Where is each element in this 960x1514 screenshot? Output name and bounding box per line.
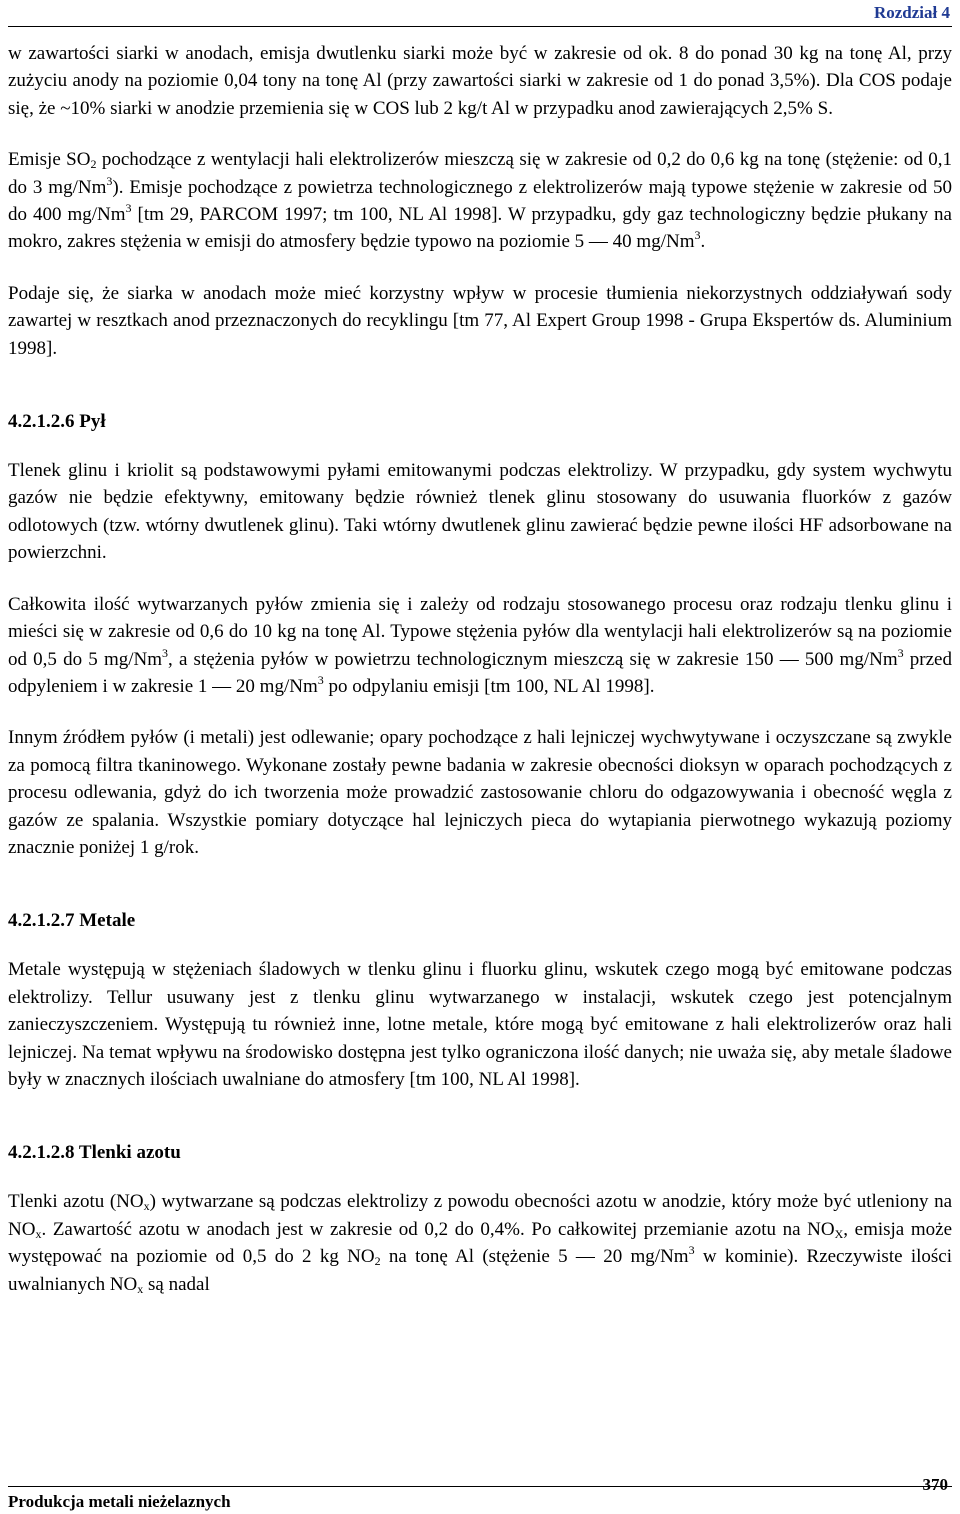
section-heading-dust: 4.2.1.2.6 Pył [8, 411, 106, 433]
paragraph-sulfur-benefit: Podaje się, że siarka w anodach może mieć korzystny wpływ w procesie tłumienia niekorzystnych oddziaływań sody zawartej w resztkach anod przeznaczonych do recyklingu [tm 77, Al Expert Group 1998 - Grupa Ekspertów ds. Aluminium 1998]. [8, 282, 952, 359]
text-run: Emisje SO [8, 149, 91, 171]
paragraph-nitrogen-oxides [8, 1188, 952, 1298]
page-footer [8, 1475, 952, 1511]
text-run: Tlenki azotu (NO [8, 1191, 144, 1213]
subscript: x [137, 1281, 144, 1296]
subscript: 2 [90, 157, 97, 172]
paragraph-sulfur-emission: w zawartości siarki w anodach, emisja dwutlenku siarki może być w zakresie od ok. 8 do ponad 30 kg na tonę Al, przy zużyciu anody na poziomie 0,04 tony na tonę Al (przy zawartości siarki w zakresie od 1 do ponad 3,5%). Dla COS podaje się, że ~10% siarki w anodzie przemienia się w COS lub 2 kg/t Al w przypadku anod zawierających 2,5% S. [8, 43, 952, 119]
document-body [8, 40, 952, 1322]
text-run: , emisja może występować na poziomie od 0,5 do 2 kg NO [8, 1218, 952, 1268]
paragraph-metals: Metale występują w stężeniach śladowych w tlenku glinu i fluorku glinu, wskutek czego mogą być emitowane podczas elektrolizy. Tellur usuwany jest z tlenku glinu wytwarzanego w instalacji, wskutek czego jest potencjalnym zanieczyszczeniem. Występują tu również inne, lotne metale, które mogą być emitowane z hali elektrolizerów oraz hali lejniczej. Na temat wpływu na środowisko dostępna jest tylko ograniczona ilość danych; nie uważa się, aby metale śladowe były w znacznych ilościach uwalniane do atmosfery [tm 100, NL Al 1998]. [8, 959, 952, 1090]
page-header [8, 0, 952, 27]
paragraph-dust-amount [8, 591, 952, 701]
text-run: pochodzące z wentylacji hali elektrolizerów mieszczą się w zakresie od 0,2 do 0,6 kg na tonę (stężenie: od 0,1 do 3 mg/Nm [8, 149, 952, 198]
superscript: 3 [162, 645, 169, 660]
paragraph-dust-types: Tlenek glinu i kriolit są podstawowymi pyłami emitowanymi podczas elektrolizy. W przypadku, gdy system wychwytu gazów nie będzie efektywny, emitowany będzie również tlenek glinu stosowany do usuwania fluorków z gazów odlotowych (tzw. wtórny dwutlenek glinu). Taki wtórny dwutlenek glinu zawierać będzie pewne ilości HF adsorbowane na powierzchni. [8, 460, 952, 564]
text-run: w kominie). Rzeczywiste ilości uwalnianych NO [8, 1246, 952, 1295]
text-run: Całkowita ilość wytwarzanych pyłów zmienia się i zależy od rodzaju stosowanego procesu oraz rodzaju tlenku glinu i mieści się w zakresie od 0,6 do 10 kg na tonę Al. Typowe stężenia pyłów dla wentylacji hali elektrolizerów są na poziomie od 0,5 do 5 mg/Nm [8, 593, 952, 670]
text-run: . Zawartość azotu w anodach jest w zakresie od 0,2 do 0,4%. Po całkowitej przemianie azotu na NO [41, 1218, 835, 1240]
paragraph-so2-emission [8, 146, 952, 256]
superscript: 3 [694, 228, 701, 243]
paragraph-casting-dust: Innym źródłem pyłów (i metali) jest odlewanie; opary pochodzące z hali lejniczej wychwytywane i oczyszczane są zwykle za pomocą filtra tkaninowego. Wykonane zostały pewne badania w zakresie obecności dioksyn w oparach pochodzących z procesu odlewania, gdyż do ich tworzenia może prowadzić zastosowanie chloru do odgazowywania i obecność węgla z gazów ze spalania. Wszystkie pomiary dotyczące hal lejniczych pieca do wytapiania pierwotnego wykazują poziomy znacznie poniżej 1 g/rok. [8, 727, 952, 858]
text-run: . [700, 231, 706, 253]
superscript: 3 [106, 173, 113, 188]
section-heading-metals: 4.2.1.2.7 Metale [8, 910, 136, 932]
superscript: 3 [125, 201, 132, 216]
subscript: 2 [374, 1254, 381, 1269]
text-run: ). Emisje pochodzące z powietrza technologicznego z elektrolizerów mają typowe stężenie w zakresie od 50 do 400 mg/Nm [8, 176, 952, 226]
page-number: 370 [922, 1475, 948, 1494]
text-run: ) wytwarzane są podczas elektrolizy z powodu obecności azotu w anodzie, który może być utleniony na NO [8, 1191, 953, 1240]
chapter-label: Rozdział 4 [873, 3, 950, 22]
text-run: [tm 29, PARCOM 1997; tm 100, NL Al 1998]. W przypadku, gdy gaz technologiczny będzie płukany na mokro, zakres stężenia w emisji do atmosfery będzie typowo na poziomie 5 — 40 mg/Nm [8, 204, 952, 253]
text-run: przed odpyleniem i w zakresie 1 — 20 mg/Nm [8, 648, 952, 697]
subscript: x [35, 1226, 42, 1241]
text-run: , a stężenia pyłów w powietrzu technologicznym mieszczą się w zakresie 150 — 500 mg/Nm [168, 648, 898, 670]
text-run: po odpylaniu emisji [tm 100, NL Al 1998]. [323, 675, 655, 697]
text-run: są nadal [143, 1273, 210, 1295]
section-heading-nitrogen-oxides: 4.2.1.2.8 Tlenki azotu [8, 1142, 181, 1164]
text-run: na tonę Al (stężenie 5 — 20 mg/Nm [380, 1246, 689, 1268]
footer-document-title: Produkcja metali nieżelaznych [8, 1492, 231, 1511]
superscript: 3 [688, 1243, 695, 1258]
superscript: 3 [897, 645, 904, 660]
subscript: X [834, 1226, 844, 1241]
subscript: x [143, 1199, 150, 1214]
superscript: 3 [317, 672, 324, 687]
